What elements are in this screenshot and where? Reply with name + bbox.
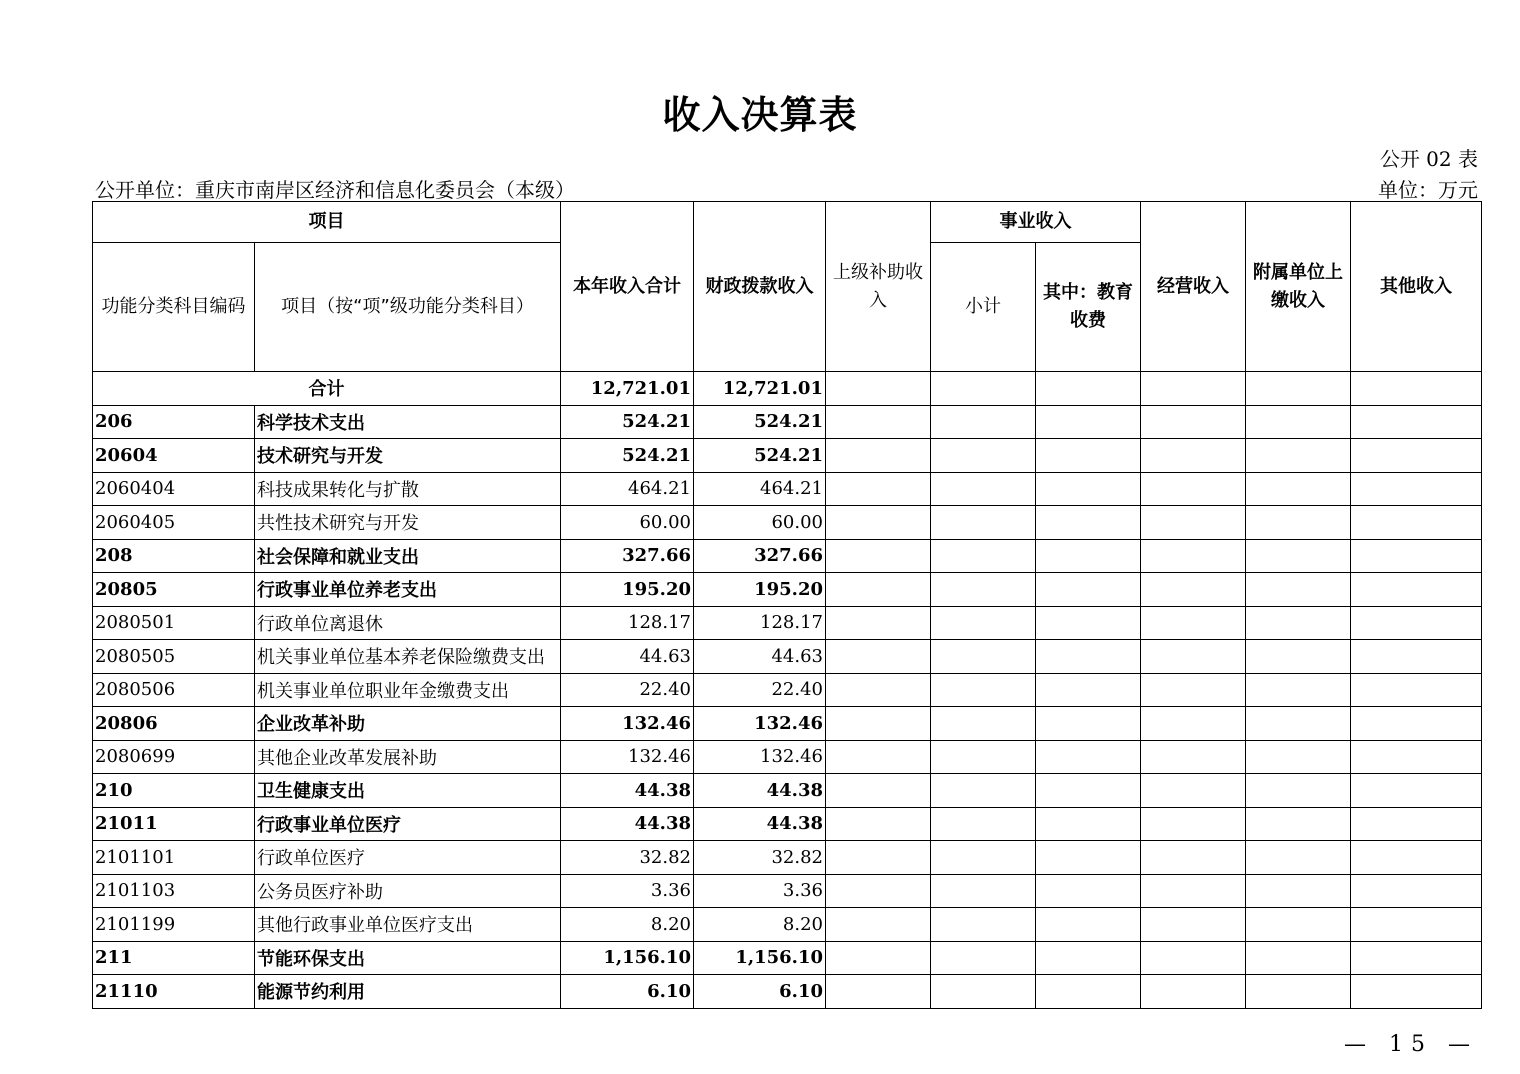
table-row	[93, 774, 1482, 808]
row-fiscal-allocation: 60.00	[694, 506, 826, 540]
row-item-name: 机关事业单位职业年金缴费支出	[255, 673, 561, 707]
header-business-income: 事业收入	[931, 202, 1141, 243]
page-title: 收入决算表	[662, 93, 858, 137]
empty-cell	[826, 807, 931, 841]
row-fiscal-allocation: 1,156.10	[694, 941, 826, 975]
currency-unit: 单位：万元	[1378, 178, 1478, 202]
row-fiscal-allocation: 128.17	[694, 606, 826, 640]
empty-cell	[1036, 841, 1141, 875]
total-fiscal-value: 12,721.01	[694, 372, 826, 406]
empty-cell	[1351, 439, 1482, 473]
header-total-income: 本年收入合计	[561, 202, 694, 372]
empty-cell	[931, 640, 1036, 674]
row-code: 210	[93, 774, 255, 808]
empty-cell	[1141, 740, 1246, 774]
empty-cell	[931, 707, 1036, 741]
row-total-income: 524.21	[561, 405, 694, 439]
row-fiscal-allocation: 524.21	[694, 405, 826, 439]
table-row	[93, 405, 1482, 439]
empty-cell	[1246, 606, 1351, 640]
empty-cell	[1246, 874, 1351, 908]
row-total-income: 1,156.10	[561, 941, 694, 975]
empty-cell	[1351, 372, 1482, 406]
row-fiscal-allocation: 6.10	[694, 975, 826, 1009]
row-total-income: 32.82	[561, 841, 694, 875]
empty-cell	[931, 372, 1036, 406]
empty-cell	[1246, 908, 1351, 942]
row-total-income: 132.46	[561, 740, 694, 774]
empty-cell	[931, 506, 1036, 540]
total-row	[93, 372, 1482, 406]
empty-cell	[1036, 539, 1141, 573]
table-row	[93, 740, 1482, 774]
row-item-name: 机关事业单位基本养老保险缴费支出	[255, 640, 561, 674]
row-fiscal-allocation: 132.46	[694, 707, 826, 741]
empty-cell	[1036, 372, 1141, 406]
table-row	[93, 874, 1482, 908]
empty-cell	[931, 405, 1036, 439]
empty-cell	[1141, 573, 1246, 607]
header-code: 功能分类科目编码	[93, 243, 255, 372]
empty-cell	[931, 573, 1036, 607]
empty-cell	[1036, 908, 1141, 942]
row-total-income: 8.20	[561, 908, 694, 942]
empty-cell	[931, 606, 1036, 640]
row-fiscal-allocation: 22.40	[694, 673, 826, 707]
header-project: 项目	[93, 202, 561, 243]
row-item-name: 行政事业单位养老支出	[255, 573, 561, 607]
empty-cell	[1351, 908, 1482, 942]
empty-cell	[826, 439, 931, 473]
empty-cell	[1351, 707, 1482, 741]
row-fiscal-allocation: 464.21	[694, 472, 826, 506]
table-header	[93, 202, 1482, 372]
row-total-income: 132.46	[561, 707, 694, 741]
empty-cell	[826, 740, 931, 774]
empty-cell	[1246, 673, 1351, 707]
table-row	[93, 908, 1482, 942]
table-row	[93, 941, 1482, 975]
empty-cell	[1036, 405, 1141, 439]
empty-cell	[1351, 640, 1482, 674]
empty-cell	[1246, 841, 1351, 875]
row-code: 2101101	[93, 841, 255, 875]
empty-cell	[826, 573, 931, 607]
row-fiscal-allocation: 8.20	[694, 908, 826, 942]
empty-cell	[1141, 807, 1246, 841]
row-code: 2101103	[93, 874, 255, 908]
empty-cell	[826, 372, 931, 406]
empty-cell	[1351, 472, 1482, 506]
row-fiscal-allocation: 44.38	[694, 807, 826, 841]
header-other-income: 其他收入	[1351, 202, 1482, 372]
header-superior-subsidy: 上级补助收入	[826, 202, 931, 372]
row-code: 20604	[93, 439, 255, 473]
empty-cell	[826, 874, 931, 908]
empty-cell	[931, 472, 1036, 506]
empty-cell	[931, 975, 1036, 1009]
row-fiscal-allocation: 195.20	[694, 573, 826, 607]
empty-cell	[826, 606, 931, 640]
income-statement-table	[92, 201, 1482, 1009]
row-fiscal-allocation: 524.21	[694, 439, 826, 473]
empty-cell	[1036, 774, 1141, 808]
row-total-income: 44.38	[561, 807, 694, 841]
row-code: 2060404	[93, 472, 255, 506]
empty-cell	[1141, 472, 1246, 506]
empty-cell	[1351, 506, 1482, 540]
row-code: 21110	[93, 975, 255, 1009]
empty-cell	[1036, 673, 1141, 707]
empty-cell	[931, 439, 1036, 473]
empty-cell	[931, 740, 1036, 774]
row-item-name: 公务员医疗补助	[255, 874, 561, 908]
empty-cell	[1036, 439, 1141, 473]
empty-cell	[1351, 841, 1482, 875]
empty-cell	[826, 673, 931, 707]
row-code: 2080699	[93, 740, 255, 774]
empty-cell	[1246, 774, 1351, 808]
empty-cell	[1351, 573, 1482, 607]
empty-cell	[1246, 472, 1351, 506]
empty-cell	[826, 539, 931, 573]
row-total-income: 464.21	[561, 472, 694, 506]
empty-cell	[1036, 941, 1141, 975]
empty-cell	[1246, 539, 1351, 573]
row-total-income: 128.17	[561, 606, 694, 640]
row-item-name: 其他企业改革发展补助	[255, 740, 561, 774]
row-total-income: 195.20	[561, 573, 694, 607]
empty-cell	[1351, 807, 1482, 841]
row-total-income: 6.10	[561, 975, 694, 1009]
row-item-name: 节能环保支出	[255, 941, 561, 975]
empty-cell	[1141, 673, 1246, 707]
row-fiscal-allocation: 32.82	[694, 841, 826, 875]
page-number: — 15 —	[1344, 1032, 1478, 1057]
header-operating-income: 经营收入	[1141, 202, 1246, 372]
empty-cell	[931, 807, 1036, 841]
row-total-income: 524.21	[561, 439, 694, 473]
empty-cell	[1141, 539, 1246, 573]
header-item-name: 项目（按“项”级功能分类科目）	[255, 243, 561, 372]
empty-cell	[826, 908, 931, 942]
row-item-name: 其他行政事业单位医疗支出	[255, 908, 561, 942]
empty-cell	[826, 405, 931, 439]
row-item-name: 科技成果转化与扩散	[255, 472, 561, 506]
row-total-income: 44.63	[561, 640, 694, 674]
empty-cell	[1246, 372, 1351, 406]
row-code: 21011	[93, 807, 255, 841]
row-code: 2101199	[93, 908, 255, 942]
row-total-income: 3.36	[561, 874, 694, 908]
empty-cell	[931, 841, 1036, 875]
empty-cell	[1141, 606, 1246, 640]
row-item-name: 企业改革补助	[255, 707, 561, 741]
row-code: 211	[93, 941, 255, 975]
empty-cell	[1141, 975, 1246, 1009]
reporting-unit: 公开单位：重庆市南岸区经济和信息化委员会（本级）	[95, 178, 575, 202]
empty-cell	[1141, 405, 1246, 439]
empty-cell	[1141, 707, 1246, 741]
empty-cell	[1141, 874, 1246, 908]
table-body	[93, 372, 1482, 1009]
empty-cell	[826, 506, 931, 540]
table-row	[93, 439, 1482, 473]
empty-cell	[1351, 606, 1482, 640]
empty-cell	[1351, 774, 1482, 808]
header-affiliated-income: 附属单位上缴收入	[1246, 202, 1351, 372]
row-code: 2080501	[93, 606, 255, 640]
table-row	[93, 472, 1482, 506]
table-row	[93, 539, 1482, 573]
row-code: 2080505	[93, 640, 255, 674]
empty-cell	[1141, 774, 1246, 808]
empty-cell	[1141, 372, 1246, 406]
empty-cell	[1246, 573, 1351, 607]
table-row	[93, 606, 1482, 640]
empty-cell	[1036, 807, 1141, 841]
empty-cell	[1351, 405, 1482, 439]
total-label: 合计	[93, 372, 561, 406]
row-fiscal-allocation: 3.36	[694, 874, 826, 908]
empty-cell	[1141, 908, 1246, 942]
header-education-fees: 其中：教育收费	[1036, 243, 1141, 372]
empty-cell	[1036, 472, 1141, 506]
row-fiscal-allocation: 327.66	[694, 539, 826, 573]
row-total-income: 44.38	[561, 774, 694, 808]
form-number: 公开 02 表	[1379, 147, 1478, 171]
empty-cell	[1351, 673, 1482, 707]
row-fiscal-allocation: 44.38	[694, 774, 826, 808]
row-total-income: 60.00	[561, 506, 694, 540]
table-row	[93, 573, 1482, 607]
empty-cell	[1246, 807, 1351, 841]
empty-cell	[826, 472, 931, 506]
empty-cell	[1036, 640, 1141, 674]
row-code: 20806	[93, 707, 255, 741]
empty-cell	[1351, 874, 1482, 908]
table-row	[93, 640, 1482, 674]
empty-cell	[1246, 740, 1351, 774]
empty-cell	[1036, 707, 1141, 741]
empty-cell	[1246, 439, 1351, 473]
empty-cell	[1141, 841, 1246, 875]
empty-cell	[826, 941, 931, 975]
empty-cell	[1036, 506, 1141, 540]
empty-cell	[931, 874, 1036, 908]
empty-cell	[1036, 740, 1141, 774]
empty-cell	[1036, 606, 1141, 640]
row-total-income: 22.40	[561, 673, 694, 707]
table-row	[93, 975, 1482, 1009]
empty-cell	[1141, 506, 1246, 540]
row-code: 20805	[93, 573, 255, 607]
empty-cell	[931, 774, 1036, 808]
empty-cell	[826, 841, 931, 875]
empty-cell	[1141, 640, 1246, 674]
row-code: 206	[93, 405, 255, 439]
table-row	[93, 673, 1482, 707]
empty-cell	[1036, 874, 1141, 908]
row-item-name: 行政单位离退休	[255, 606, 561, 640]
empty-cell	[1246, 707, 1351, 741]
empty-cell	[1246, 941, 1351, 975]
row-item-name: 能源节约利用	[255, 975, 561, 1009]
empty-cell	[826, 774, 931, 808]
empty-cell	[931, 539, 1036, 573]
table-row	[93, 707, 1482, 741]
empty-cell	[826, 975, 931, 1009]
empty-cell	[1246, 640, 1351, 674]
row-fiscal-allocation: 132.46	[694, 740, 826, 774]
empty-cell	[826, 640, 931, 674]
row-total-income: 327.66	[561, 539, 694, 573]
table-row	[93, 506, 1482, 540]
row-code: 208	[93, 539, 255, 573]
header-fiscal-allocation: 财政拨款收入	[694, 202, 826, 372]
row-code: 2080506	[93, 673, 255, 707]
empty-cell	[826, 707, 931, 741]
empty-cell	[1141, 439, 1246, 473]
table-row	[93, 807, 1482, 841]
empty-cell	[931, 673, 1036, 707]
empty-cell	[1246, 405, 1351, 439]
row-code: 2060405	[93, 506, 255, 540]
empty-cell	[1141, 941, 1246, 975]
empty-cell	[1246, 975, 1351, 1009]
empty-cell	[1351, 539, 1482, 573]
empty-cell	[1351, 740, 1482, 774]
empty-cell	[1351, 941, 1482, 975]
empty-cell	[1246, 506, 1351, 540]
row-item-name: 行政单位医疗	[255, 841, 561, 875]
empty-cell	[931, 908, 1036, 942]
row-item-name: 科学技术支出	[255, 405, 561, 439]
row-item-name: 共性技术研究与开发	[255, 506, 561, 540]
empty-cell	[931, 941, 1036, 975]
empty-cell	[1351, 975, 1482, 1009]
table-row	[93, 841, 1482, 875]
row-item-name: 社会保障和就业支出	[255, 539, 561, 573]
empty-cell	[1036, 975, 1141, 1009]
row-item-name: 卫生健康支出	[255, 774, 561, 808]
total-income-value: 12,721.01	[561, 372, 694, 406]
row-fiscal-allocation: 44.63	[694, 640, 826, 674]
row-item-name: 行政事业单位医疗	[255, 807, 561, 841]
empty-cell	[1036, 573, 1141, 607]
row-item-name: 技术研究与开发	[255, 439, 561, 473]
header-subtotal: 小计	[931, 243, 1036, 372]
